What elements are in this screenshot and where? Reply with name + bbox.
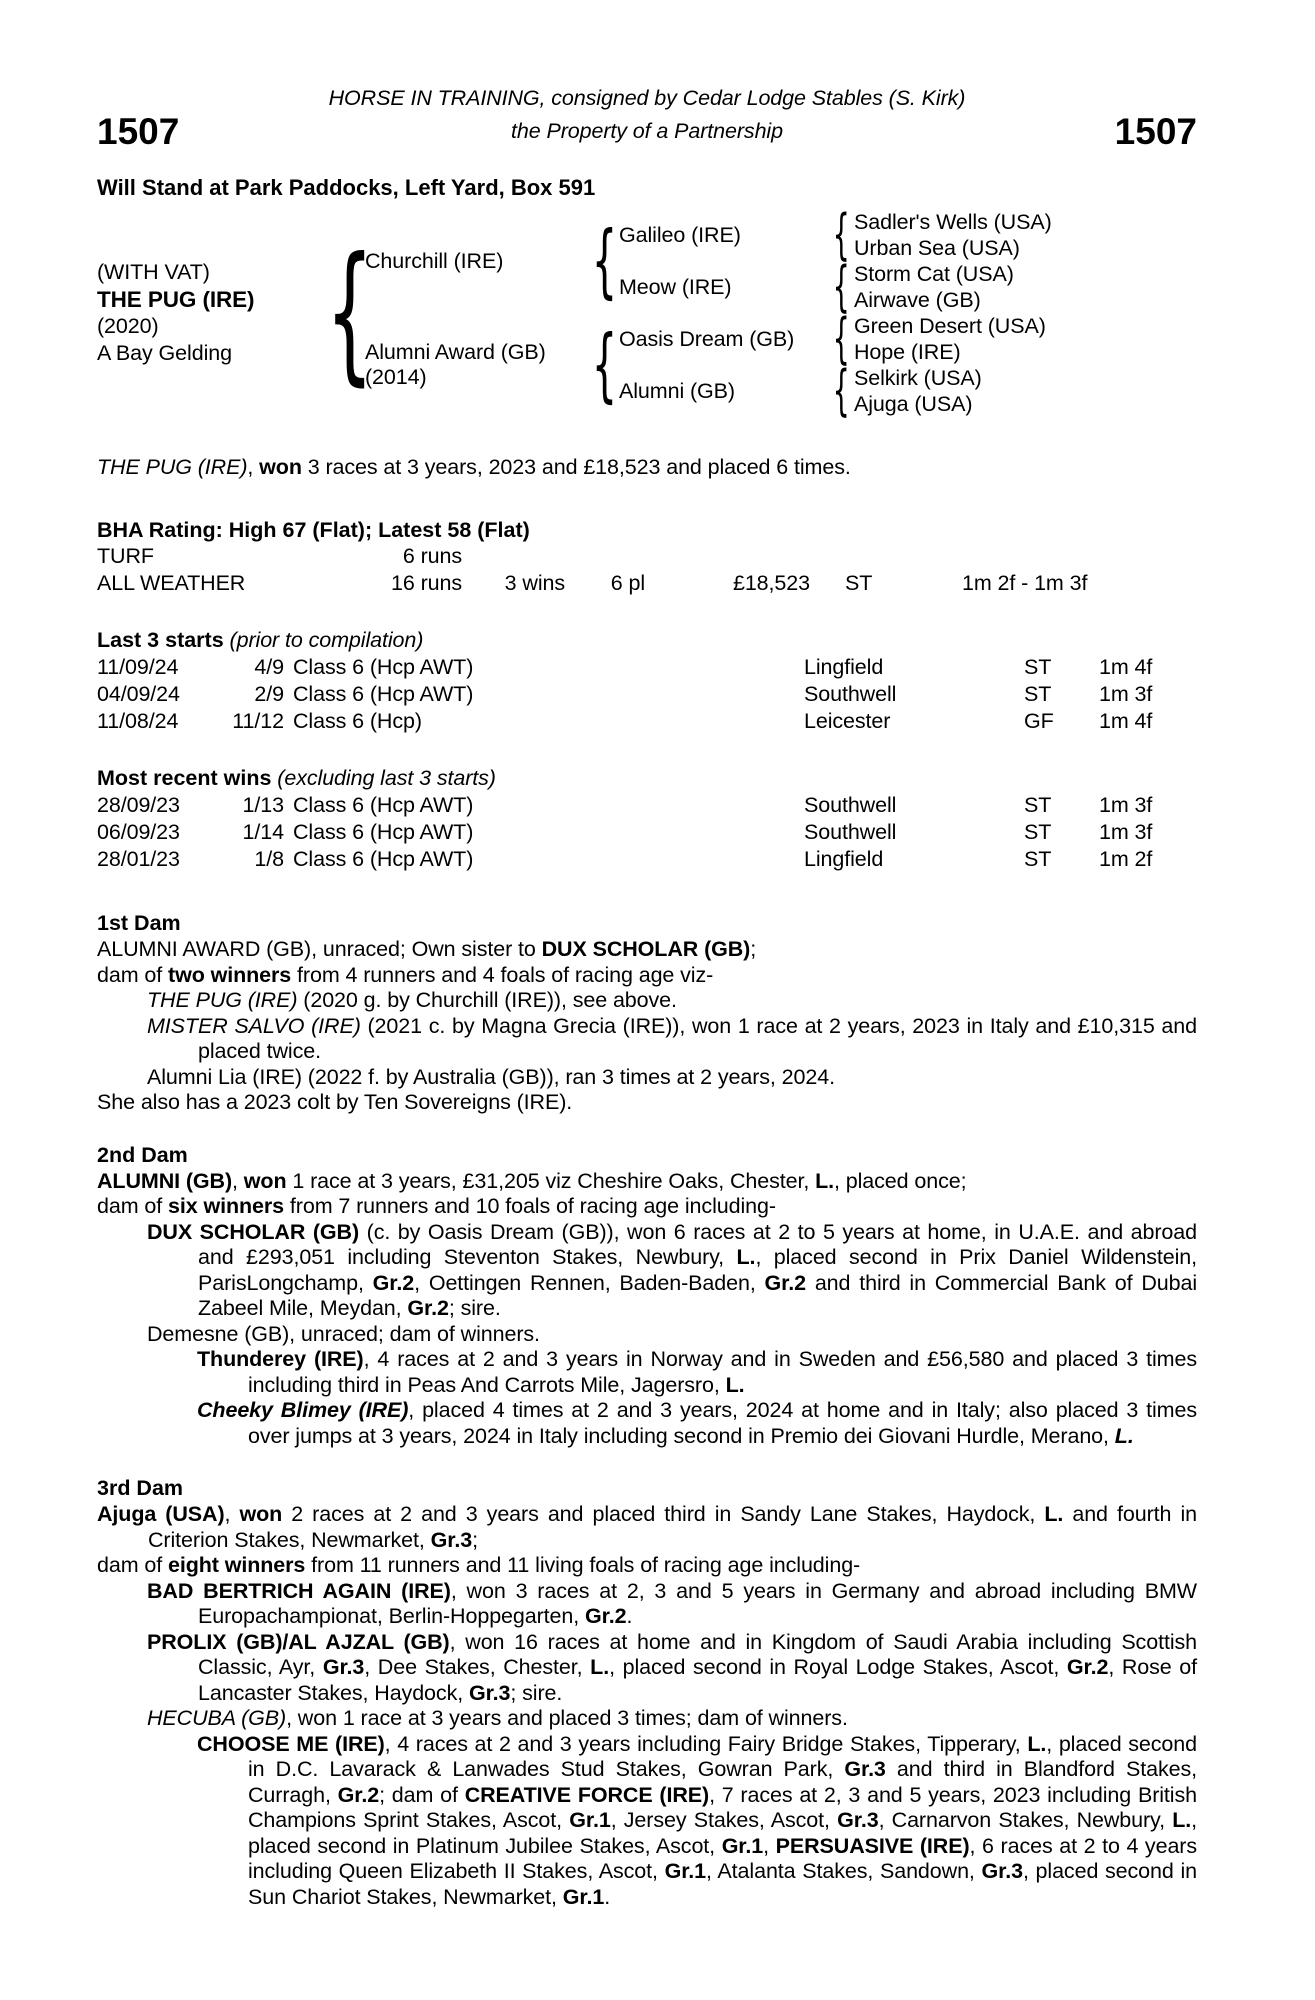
race-going: ST bbox=[1024, 820, 1052, 844]
pedigree-paragraph bbox=[97, 1194, 1197, 1220]
text-segment: , won 3 races at 2, 3 and 5 years in Germany and abroad including BMW Europachampionat, Berlin-Hoppegarten, bbox=[198, 1578, 1197, 1628]
text-segment: MISTER SALVO (IRE) bbox=[147, 1013, 361, 1038]
text-segment: , placed 4 times at 2 and 3 years, 2024 at home and in Italy; also placed 3 times over jumps at 3 years, 2024 in Italy including second in Premio dei Giovani Hurdle, Merano, bbox=[248, 1398, 1197, 1448]
text-segment: L. bbox=[725, 1372, 745, 1397]
sire-sire-branch bbox=[619, 202, 1052, 266]
race-date: 06/09/23 bbox=[97, 820, 180, 844]
race-distance: 1m 4f bbox=[1099, 709, 1153, 733]
race-position: 1/13 bbox=[242, 793, 284, 817]
sire-dam-branch bbox=[619, 254, 1052, 318]
text-segment: , won 16 races at home and in Kingdom of Saudi Arabia including Scottish Classic, Ayr, bbox=[198, 1629, 1197, 1679]
text-segment: Thunderey (IRE) bbox=[197, 1347, 364, 1371]
property-line: the Property of a Partnership bbox=[511, 119, 783, 143]
pedigree-paragraph bbox=[97, 1502, 1197, 1553]
race-distance: 1m 4f bbox=[1099, 655, 1153, 679]
dam-name: Alumni Award (GB) bbox=[365, 340, 546, 364]
gen4-name: Airwave (GB) bbox=[854, 288, 981, 312]
gen4-name: Storm Cat (USA) bbox=[854, 262, 1014, 286]
pedigree-paragraph bbox=[97, 1579, 1197, 1630]
race-course: Leicester bbox=[804, 709, 891, 733]
text-segment: , bbox=[763, 1833, 776, 1858]
race-going: ST bbox=[1024, 682, 1052, 706]
bha-rating-heading: BHA Rating: High 67 (Flat); Latest 58 (Flat) bbox=[97, 518, 530, 542]
gen4-pair bbox=[854, 209, 1052, 261]
text-segment: Gr.1 bbox=[569, 1808, 611, 1832]
gen4-pair bbox=[854, 365, 982, 417]
gen4-pair bbox=[854, 313, 1046, 365]
text-segment: , placed second in Prix Daniel Wildenstein, ParisLongchamp, bbox=[198, 1245, 1197, 1295]
race-row bbox=[97, 681, 1197, 708]
text-segment: ALUMNI AWARD (GB), unraced; Own sister to bbox=[97, 937, 542, 961]
lot-number-right: 1507 bbox=[1114, 111, 1197, 152]
text-segment: won bbox=[243, 1168, 287, 1193]
pedigree-paragraph bbox=[97, 1630, 1197, 1707]
text-segment: , placed second in Sun Chariot Stakes, Newmarket, bbox=[248, 1859, 1198, 1909]
pedigree-brace-small bbox=[829, 254, 854, 318]
pedigree-paragraph bbox=[97, 1347, 1197, 1398]
dam-sire-name: Oasis Dream (GB) bbox=[619, 326, 795, 351]
text-segment: , Carnarvon Stakes, Newbury, bbox=[878, 1808, 1173, 1832]
race-distance: 1m 3f bbox=[1099, 682, 1153, 706]
runs-value: 6 runs bbox=[402, 544, 462, 568]
pedigree-paragraph bbox=[97, 1398, 1197, 1449]
race-going: ST bbox=[1024, 793, 1052, 817]
race-distance: 1m 3f bbox=[1099, 793, 1153, 817]
text-segment: DUX SCHOLAR (GB) bbox=[147, 1219, 360, 1244]
race-class: Class 6 (Hcp AWT) bbox=[293, 847, 474, 871]
race-course: Southwell bbox=[804, 682, 897, 706]
race-going: ST bbox=[1024, 847, 1052, 871]
race-date: 28/01/23 bbox=[97, 847, 180, 871]
text-segment: L. bbox=[1114, 1423, 1134, 1448]
text-segment: HECUBA (GB) bbox=[147, 1706, 287, 1730]
gen4-name: Sadler's Wells (USA) bbox=[854, 210, 1052, 234]
race-going: GF bbox=[1024, 709, 1054, 733]
text-segment: won bbox=[239, 1502, 283, 1526]
pedigree-subject bbox=[97, 259, 335, 367]
wins-value: 3 wins bbox=[504, 571, 565, 595]
subject-horse-name: THE PUG (IRE) bbox=[97, 287, 255, 312]
race-going: ST bbox=[1024, 655, 1052, 679]
dam-year: (2014) bbox=[365, 365, 427, 389]
text-segment: DUX SCHOLAR (GB) bbox=[541, 937, 751, 961]
text-segment: THE PUG (IRE) bbox=[97, 455, 248, 479]
race-class: Class 6 (Hcp AWT) bbox=[293, 655, 474, 679]
race-position: 2/9 bbox=[254, 682, 284, 706]
text-segment: ; sire. bbox=[510, 1680, 563, 1705]
race-position: 1/8 bbox=[254, 847, 284, 871]
lot-row bbox=[97, 113, 1197, 155]
text-segment: Ajuga (USA) bbox=[97, 1502, 225, 1526]
text-segment: Gr.3 bbox=[468, 1680, 511, 1705]
text-segment: Gr.2 bbox=[337, 1782, 380, 1807]
dam-dam-name: Alumni (GB) bbox=[619, 378, 735, 403]
text-segment: , placed second in Royal Lodge Stakes, Ascot, bbox=[609, 1655, 1067, 1679]
pedigree-tree bbox=[97, 202, 1197, 422]
recent-wins-heading bbox=[97, 765, 1197, 792]
pedigree-paragraph bbox=[97, 1706, 1197, 1732]
stats-row-all-weather bbox=[97, 570, 1197, 597]
text-segment: six winners bbox=[168, 1194, 285, 1218]
dam-parents-column bbox=[619, 306, 1046, 422]
text-segment: , Rose of Lancaster Stakes, Haydock, bbox=[198, 1655, 1198, 1705]
text-segment: She also has a 2023 colt by Ten Sovereigns (IRE). bbox=[97, 1090, 573, 1114]
text-segment: L. bbox=[815, 1168, 835, 1193]
text-segment: , bbox=[232, 1168, 244, 1193]
text-segment: BAD BERTRICH AGAIN (IRE) bbox=[147, 1578, 451, 1603]
last-starts-heading-italic: (prior to compilation) bbox=[223, 628, 424, 652]
going-value bbox=[810, 543, 962, 570]
text-segment: and third in Commercial Bank of Dubai Zabeel Mile, Meydan, bbox=[198, 1270, 1197, 1320]
text-segment: Gr.3 bbox=[430, 1527, 473, 1552]
text-segment: , Dee Stakes, Chester, bbox=[364, 1655, 591, 1679]
text-segment: CREATIVE FORCE (IRE) bbox=[464, 1782, 710, 1807]
race-course: Southwell bbox=[804, 793, 897, 817]
pedigree-paragraph bbox=[97, 1065, 1197, 1091]
text-segment: from 4 runners and 4 foals of racing age viz- bbox=[291, 962, 714, 987]
sire-branch bbox=[365, 202, 1052, 318]
text-segment: , Atalanta Stakes, Sandown, bbox=[706, 1859, 982, 1883]
text-segment: from 11 runners and 11 living foals of racing age including- bbox=[305, 1553, 861, 1577]
dam-section-title: 2nd Dam bbox=[97, 1142, 188, 1167]
stand-location-line: Will Stand at Park Paddocks, Left Yard, Box 591 bbox=[97, 175, 596, 200]
text-segment: ; bbox=[472, 1527, 478, 1552]
dam-section-body bbox=[97, 1169, 1197, 1450]
brace-glyph: { bbox=[591, 214, 617, 307]
subject-year: (2020) bbox=[97, 314, 159, 338]
text-segment: ALUMNI (GB) bbox=[97, 1168, 233, 1193]
text-segment: L. bbox=[736, 1245, 756, 1269]
sire-name: Churchill (IRE) bbox=[365, 248, 504, 273]
text-segment: (2020 g. by Churchill (IRE)), see above. bbox=[297, 988, 677, 1012]
pedigree-paragraph bbox=[97, 1220, 1197, 1322]
text-segment: , 4 races at 2 and 3 years including Fairy Bridge Stakes, Tipperary, bbox=[384, 1731, 1028, 1756]
pedigree-paragraph bbox=[97, 963, 1197, 989]
pedigree-paragraph bbox=[97, 1553, 1197, 1579]
text-segment: PERSUASIVE (IRE) bbox=[775, 1833, 970, 1858]
pedigree-brace-small bbox=[829, 202, 854, 266]
race-class: Class 6 (Hcp) bbox=[293, 709, 422, 733]
text-segment: Gr.3 bbox=[322, 1655, 365, 1679]
text-segment: L. bbox=[1027, 1731, 1047, 1756]
text-segment: dam of bbox=[97, 962, 169, 987]
text-segment: Gr.1 bbox=[664, 1859, 707, 1883]
text-segment: L. bbox=[590, 1655, 610, 1679]
text-segment: , bbox=[247, 455, 260, 479]
race-date: 28/09/23 bbox=[97, 793, 180, 817]
race-row bbox=[97, 792, 1197, 819]
race-class: Class 6 (Hcp AWT) bbox=[293, 820, 474, 844]
text-segment: dam of bbox=[97, 1194, 169, 1218]
sire-sire-name: Galileo (IRE) bbox=[619, 222, 741, 247]
race-summary bbox=[97, 455, 1197, 480]
race-course: Lingfield bbox=[804, 655, 884, 679]
pedigree-paragraph bbox=[97, 1322, 1197, 1348]
text-segment: ; dam of bbox=[379, 1782, 465, 1807]
text-segment: , won 1 race at 3 years and placed 3 times; dam of winners. bbox=[286, 1706, 848, 1730]
race-distance: 1m 3f bbox=[1099, 820, 1153, 844]
sire-parents-column bbox=[619, 202, 1052, 318]
pedigree-brace-small bbox=[829, 306, 854, 370]
race-position: 4/9 bbox=[254, 655, 284, 679]
last-starts-heading bbox=[97, 627, 1197, 654]
text-segment: , placed once; bbox=[834, 1168, 967, 1193]
pedigree-paragraph bbox=[97, 937, 1197, 963]
lot-number-left: 1507 bbox=[97, 111, 180, 152]
text-segment: Cheeky Blimey (IRE) bbox=[197, 1398, 409, 1422]
race-row bbox=[97, 654, 1197, 681]
distance-value bbox=[962, 543, 1197, 570]
last-starts-heading-bold: Last 3 starts bbox=[97, 628, 224, 652]
text-segment: THE PUG (IRE) bbox=[147, 988, 298, 1012]
dam-section-body bbox=[97, 1502, 1197, 1910]
text-segment: Gr.2 bbox=[1066, 1655, 1109, 1679]
runs-value: 16 runs bbox=[390, 571, 462, 595]
text-segment: Gr.3 bbox=[844, 1757, 886, 1781]
recent-wins-heading-bold: Most recent wins bbox=[97, 766, 272, 790]
text-segment: Gr.2 bbox=[764, 1270, 806, 1295]
text-segment: , 6 races at 2 to 4 years including Queen Elizabeth II Stakes, Ascot, bbox=[248, 1833, 1198, 1883]
pedigree-paragraph bbox=[97, 1732, 1197, 1911]
race-class: Class 6 (Hcp AWT) bbox=[293, 682, 474, 706]
brace-glyph: { bbox=[591, 318, 617, 411]
text-segment: , 7 races at 2, 3 and 5 years, 2023 including British Champions Sprint Stakes, Ascot, bbox=[248, 1782, 1197, 1832]
text-segment: and third in Blandford Stakes, Curragh, bbox=[248, 1757, 1197, 1807]
text-segment: Alumni Lia (IRE) (2022 f. by Australia (GB)), ran 3 times at 2 years, 2024. bbox=[147, 1064, 835, 1089]
dam-name-block bbox=[365, 340, 589, 390]
pedigree-paragraph bbox=[97, 1014, 1197, 1065]
text-segment: Gr.2 bbox=[407, 1296, 449, 1320]
wins-value bbox=[462, 543, 565, 570]
places-value bbox=[565, 543, 645, 570]
race-course: Lingfield bbox=[804, 847, 884, 871]
brace-glyph: { bbox=[832, 306, 851, 370]
recent-wins-heading-italic: (excluding last 3 starts) bbox=[271, 766, 496, 790]
places-value: 6 pl bbox=[610, 571, 645, 595]
dam-section-body bbox=[97, 937, 1197, 1116]
pedigree-brace-sire bbox=[589, 214, 619, 307]
text-segment: and fourth in Criterion Stakes, Newmarket, bbox=[148, 1502, 1197, 1552]
earnings-value: £18,523 bbox=[732, 571, 810, 595]
race-row bbox=[97, 708, 1197, 735]
pedigree-brace-dam bbox=[589, 318, 619, 411]
race-position: 1/14 bbox=[242, 820, 284, 844]
gen4-name: Hope (IRE) bbox=[854, 340, 961, 364]
race-distance: 1m 2f bbox=[1099, 847, 1153, 871]
pedigree-paragraph bbox=[97, 988, 1197, 1014]
text-segment: PROLIX (GB)/AL AJZAL (GB) bbox=[147, 1629, 450, 1654]
text-segment: Gr.1 bbox=[721, 1833, 764, 1858]
pedigree-brace-small bbox=[829, 358, 854, 422]
text-segment: . bbox=[604, 1884, 611, 1909]
distance-value: 1m 2f - 1m 3f bbox=[962, 571, 1088, 595]
text-segment: Gr.1 bbox=[562, 1884, 605, 1909]
stats-row-turf bbox=[97, 543, 1197, 570]
text-segment: eight winners bbox=[168, 1553, 306, 1577]
text-segment: , 4 races at 2 and 3 years in Norway and in Sweden and £56,580 and placed 3 times including third in Peas And Carrots Mile, Jagersro, bbox=[248, 1347, 1197, 1397]
gen4-name: Selkirk (USA) bbox=[854, 366, 982, 390]
race-course: Southwell bbox=[804, 820, 897, 844]
text-segment: from 7 runners and 10 foals of racing age including- bbox=[284, 1194, 776, 1218]
text-segment: , Oettingen Rennen, Baden-Baden, bbox=[414, 1270, 765, 1295]
sire-dam-name: Meow (IRE) bbox=[619, 274, 732, 299]
text-segment: , bbox=[224, 1502, 240, 1526]
text-segment: , placed second in Platinum Jubilee Stakes, Ascot, bbox=[248, 1808, 1197, 1858]
text-segment: Gr.3 bbox=[981, 1859, 1023, 1883]
subject-description: A Bay Gelding bbox=[97, 341, 232, 365]
race-date: 11/08/24 bbox=[97, 709, 179, 733]
text-segment: 3 races at 3 years, 2023 and £18,523 and placed 6 times. bbox=[301, 455, 851, 479]
race-row bbox=[97, 819, 1197, 846]
text-segment: won bbox=[259, 455, 302, 479]
pedigree-paragraph bbox=[97, 1169, 1197, 1195]
pedigree-paragraph bbox=[97, 1090, 1197, 1116]
text-segment: Demesne (GB), unraced; dam of winners. bbox=[147, 1321, 540, 1346]
consignor-line: HORSE IN TRAINING, consigned by Cedar Lodge Stables (S. Kirk) bbox=[328, 86, 966, 110]
race-date: 04/09/24 bbox=[97, 682, 180, 706]
text-segment: , Jersey Stakes, Ascot, bbox=[610, 1808, 838, 1832]
text-segment: , placed second in D.C. Lavarack & Lanwades Stud Stakes, Gowran Park, bbox=[248, 1731, 1197, 1781]
text-segment: Gr.3 bbox=[837, 1808, 879, 1832]
earnings-value bbox=[645, 543, 810, 570]
text-segment: (c. by Oasis Dream (GB)), won 6 races at 2 to 5 years at home, in U.A.E. and abroad and £293,051 including Steventon Stakes, Newbury, bbox=[198, 1219, 1197, 1269]
text-segment: Gr.2 bbox=[372, 1270, 415, 1295]
dam-sire-branch bbox=[619, 306, 1046, 370]
dam-branch bbox=[365, 306, 1052, 422]
vat-note: (WITH VAT) bbox=[97, 260, 210, 284]
text-segment: Gr.2 bbox=[585, 1604, 627, 1628]
text-segment: 2 races at 2 and 3 years and placed third in Sandy Lane Stakes, Haydock, bbox=[282, 1502, 1045, 1526]
text-segment: L. bbox=[1044, 1502, 1064, 1526]
pedigree-gen2-column bbox=[365, 202, 1052, 422]
race-row bbox=[97, 846, 1197, 873]
race-class: Class 6 (Hcp AWT) bbox=[293, 793, 474, 817]
gen4-pair bbox=[854, 261, 1014, 313]
dam-section-title: 3rd Dam bbox=[97, 1476, 184, 1500]
pedigree-brace-root bbox=[326, 225, 374, 400]
going-value: ST bbox=[845, 571, 873, 595]
race-date: 11/09/24 bbox=[97, 655, 179, 679]
race-position: 11/12 bbox=[232, 709, 284, 733]
text-segment: dam of bbox=[97, 1553, 169, 1577]
dam-section-title: 1st Dam bbox=[97, 911, 181, 935]
text-segment: (2021 c. by Magna Grecia (IRE)), won 1 race at 2 years, 2023 in Italy and £10,315 and placed twice. bbox=[198, 1013, 1198, 1063]
gen4-name: Urban Sea (USA) bbox=[854, 236, 1020, 260]
text-segment: 1 race at 3 years, £31,205 viz Cheshire Oaks, Chester, bbox=[286, 1168, 816, 1193]
text-segment: ; sire. bbox=[448, 1296, 501, 1320]
text-segment: . bbox=[626, 1604, 633, 1628]
gen4-name: Ajuga (USA) bbox=[854, 392, 973, 416]
surface-label: ALL WEATHER bbox=[97, 571, 246, 595]
text-segment: ; bbox=[750, 937, 757, 961]
gen4-name: Green Desert (USA) bbox=[854, 314, 1046, 338]
brace-glyph: { bbox=[832, 202, 851, 266]
text-segment: L. bbox=[1172, 1808, 1192, 1832]
dam-dam-branch bbox=[619, 358, 1046, 422]
text-segment: CHOOSE ME (IRE) bbox=[197, 1731, 385, 1756]
surface-label: TURF bbox=[97, 544, 154, 568]
text-segment: two winners bbox=[168, 962, 292, 987]
brace-glyph: { bbox=[832, 358, 851, 422]
brace-glyph: { bbox=[326, 225, 374, 400]
brace-glyph: { bbox=[832, 254, 851, 318]
